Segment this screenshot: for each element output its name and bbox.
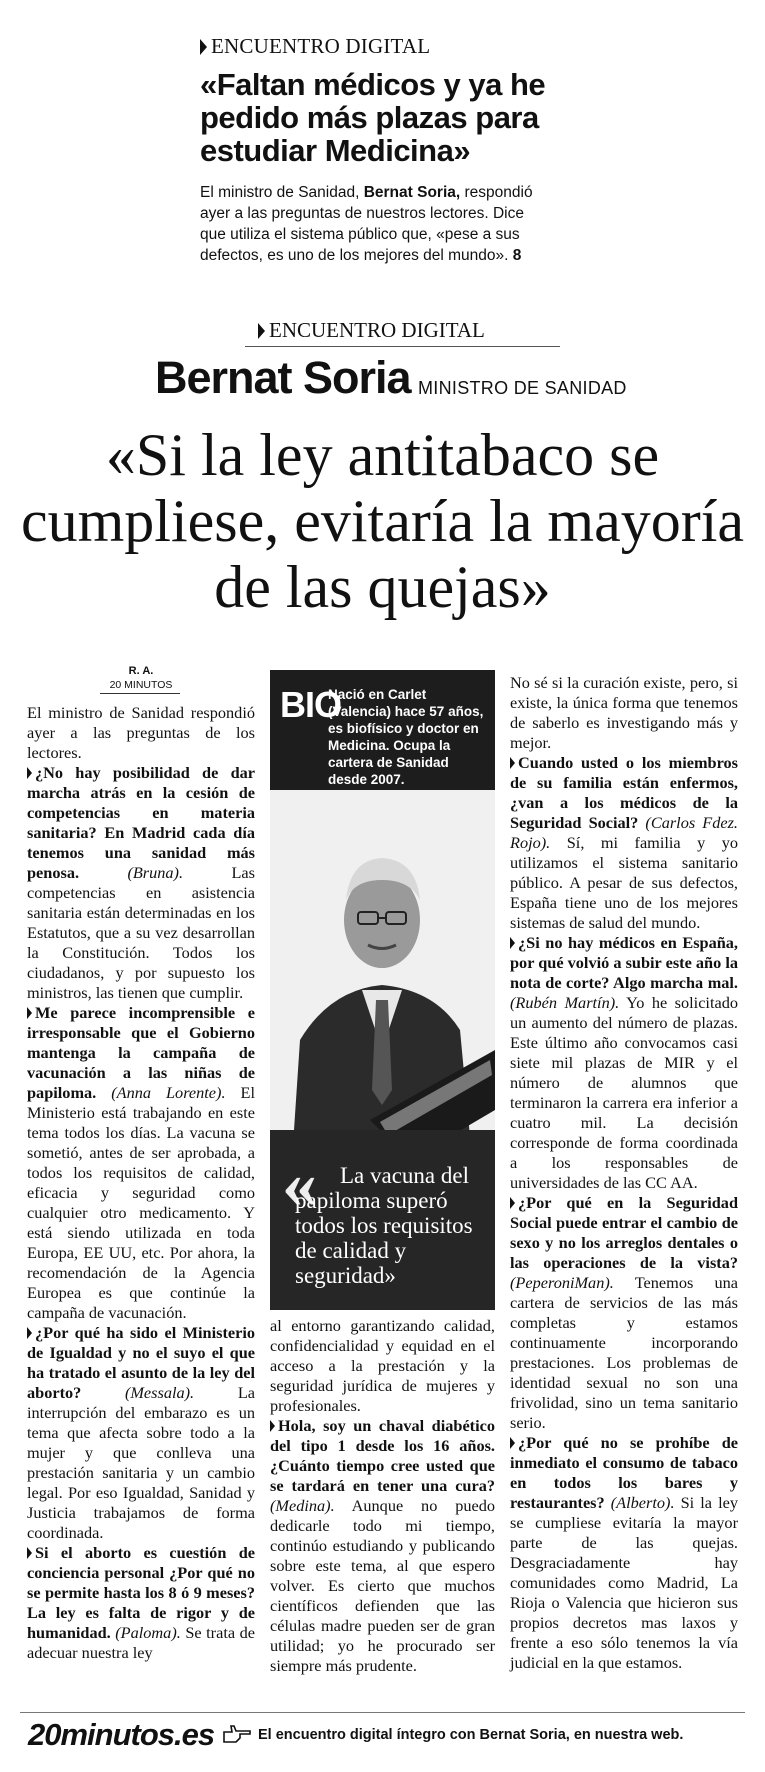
answer-text: Aunque no puedo dedicarle todo mi tiempo, continúo estudiando y publicando sobre este tema, al que espero volver. Es cierto que muchos científicos defienden que las células madre pueden ser de gran utilidad; yo he procurado ser siempre más prudente. (270, 1496, 496, 1675)
question-text: ¿Por qué en la Seguridad Social puede entrar el cambio de sexo y no los arreglos dentales o las operaciones de la vista? (510, 1193, 738, 1272)
author-initials: R. A. (128, 665, 154, 677)
pull-quote-text: La vacuna del papiloma superó todos los requisitos de calidad y seguridad» (295, 1163, 473, 1288)
answer-text: Sí, mi familia y yo utilizamos el sistema sanitario público. A pesar de sus defectos, España tiene uno de los mejores sistemas de salud del mundo. (510, 833, 738, 932)
answer-text: Las competencias en asistencia sanitaria están determinadas en los Estatutos, que a su vez desarrollan la Constitución. Todos los ciudadanos, y por supuesto los ministros, las tienen que cumplir. (27, 863, 255, 1002)
qa-item (270, 1416, 495, 1676)
author-outlet: 20 MINUTOS (109, 679, 173, 691)
bio-label: BIO (280, 684, 342, 725)
question-asker: (Medina). (270, 1496, 335, 1515)
bio-box (270, 670, 495, 790)
section-marker-icon (200, 39, 207, 55)
question-asker: (Paloma). (115, 1623, 181, 1642)
question-asker: (Messala). (124, 1383, 195, 1402)
answer-text: El Ministerio está trabajando en este tema todos los días. La vacuna se sometió, antes de ser aprobada, a todos los requisitos de calidad, eficacia y seguridad como cualquier otro medicamento. Y está siendo utilizada en toda Europa, EE UU, etc. Por ahora, la recomendación de la Agencia Europea es que continúe la campaña de vacunación. (27, 1083, 255, 1322)
article-intro: El ministro de Sanidad respondió ayer a las preguntas de los lectores. (27, 703, 255, 762)
pointing-hand-icon (222, 1722, 252, 1744)
teaser-summary-name: Bernat Soria, (363, 184, 461, 201)
answer-text: La interrupción del embarazo es un tema que afecta sobre todo a la mujer y que conlleva una prestación sanitaria y un cambio legal. Por eso Igualdad, Sanidad y Justicia trabajamos de forma coordinada. (27, 1383, 255, 1542)
teaser-headline[interactable]: «Faltan médicos y ya he pedido más plazas para estudiar Medicina» (200, 67, 546, 168)
question-asker: (Anna Lorente). (111, 1083, 226, 1102)
question-marker-icon (510, 937, 515, 949)
answer-continuation: al entorno garantizando calidad, confidencialidad y equidad en el acceso a la prestación y la seguridad jurídica de mujeres y profesionales. (270, 1316, 495, 1415)
question-asker: (Carlos Fdez. Rojo). (510, 813, 738, 852)
question-marker-icon (510, 1437, 515, 1449)
qa-item (27, 1003, 255, 1323)
question-text: Si el aborto es cuestión de conciencia personal ¿Por qué no se permite hasta los 8 ó 9 meses? La ley es falta de rigor y de humanidad. (27, 1543, 255, 1642)
question-marker-icon (27, 1007, 32, 1019)
question-text: ¿Por qué ha sido el Ministerio de Igualdad y no el suyo el que ha tratado el asunto de la ley del aborto? (27, 1323, 255, 1402)
question-asker: (PeperoniMan). (510, 1273, 614, 1292)
photo-panel (270, 670, 495, 1310)
article-column-3 (510, 673, 738, 1673)
interviewee-name: Bernat Soria (155, 352, 411, 403)
answer-text: Yo he solicitado un aumento del número de plazas. Este último año convocamos casi siete mil plazas de MIR y el número de alumnos que terminaron la carrera era inferior a cuatro mil. La decisión corresponde de forma coordinada a los responsables de universidades de las CC AA. (510, 993, 738, 1192)
qa-item (510, 753, 738, 933)
teaser-summary (200, 182, 550, 266)
answer-text: Tenemos una cartera de servicios de las más completas y estamos continuamente incorporando prestaciones. Los problemas de identidad sexual no son una frivolidad, sino un tema sanitario serio. (510, 1273, 738, 1432)
teaser-summary-text-rest: respondió ayer a las preguntas de nuestros lectores. Dice que utiliza el sistema público que, «pese a sus defectos, es uno de los mejores del mundo». (200, 184, 533, 264)
question-marker-icon (27, 767, 32, 779)
footer-divider (20, 1712, 745, 1713)
footer-brand-link[interactable]: 20minutos.es (28, 1717, 215, 1752)
credit-divider (100, 693, 180, 694)
question-marker-icon (270, 1420, 275, 1432)
section-marker-icon (258, 323, 265, 339)
quote-open-icon: « (282, 1146, 317, 1223)
article-column-1 (27, 703, 255, 1663)
bio-text: Nació en Carlet (Valencia) hace 57 años, es biofísico y doctor en Medicina. Ocupa la cartera de Sanidad desde 2007. (328, 687, 484, 787)
qa-item (510, 933, 738, 1193)
question-marker-icon (510, 1197, 515, 1209)
teaser-kicker-text: ENCUENTRO DIGITAL (211, 34, 431, 58)
question-text: ¿No hay posibilidad de dar marcha atrás en la cesión de competencias en materia sanitaria? En Madrid cada día tenemos una sanidad más penosa. (27, 763, 255, 882)
question-text: ¿Por qué no se prohíbe de inmediato el consumo de tabaco en todos los bares y restaurantes? (510, 1433, 738, 1512)
kicker-divider (245, 346, 560, 347)
question-asker: (Rubén Martín). (510, 993, 620, 1012)
teaser-page-ref[interactable]: 8 (512, 247, 522, 264)
answer-continuation: No sé si la curación existe, pero, si existe, la única forma que tenemos de saberlo es investigando más y mejor. (510, 673, 738, 752)
article-column-2 (270, 1316, 495, 1676)
question-text: ¿Si no hay médicos en España, por qué volvió a subir este año la nota de corte? Algo marcha mal. (510, 933, 738, 992)
question-marker-icon (27, 1547, 32, 1559)
teaser-kicker (200, 34, 430, 59)
main-kicker (258, 318, 485, 343)
qa-item (27, 763, 255, 1003)
qa-item (510, 1433, 738, 1673)
teaser-summary-text: El ministro de Sanidad, (200, 184, 364, 201)
answer-text: Se trata de adecuar nuestra ley (27, 1623, 255, 1662)
question-text: Hola, soy un chaval diabético del tipo 1 desde los 16 años. ¿Cuánto tiempo cree usted que se tardará en tener una cura? (270, 1416, 495, 1495)
qa-item (27, 1543, 255, 1663)
question-text: Me parece incomprensible e irresponsable que el Gobierno mantenga la campaña de vacunación a las niñas de papiloma. (27, 1003, 255, 1102)
interviewee-role: MINISTRO DE SANIDAD (418, 378, 627, 398)
question-text: Cuando usted o los miembros de su familia están enfermos, ¿van a los médicos de la Seguridad Social? (510, 753, 738, 832)
question-asker: (Alberto). (610, 1493, 675, 1512)
main-kicker-text: ENCUENTRO DIGITAL (269, 318, 485, 342)
question-marker-icon (27, 1327, 32, 1339)
question-marker-icon (510, 757, 515, 769)
main-headline: «Si la ley antitabaco se cumpliese, evitaría la mayoría de las quejas» (20, 422, 745, 620)
qa-item (510, 1193, 738, 1433)
question-asker: (Bruna). (127, 863, 184, 882)
pull-quote-box (270, 1130, 495, 1310)
answer-text: Si la ley se cumpliese evitaría la mayor parte de las quejas. Desgraciadamente hay comunidades como Madrid, La Rioja o Valencia que hicieron sus propios decretos mas laxos y frente a eso sólo tenemos la vía judicial en la que estamos. (510, 1493, 738, 1672)
qa-item (27, 1323, 255, 1543)
footer-web-link[interactable]: El encuentro digital íntegro con Bernat Soria, en nuestra web. (258, 1727, 684, 1743)
